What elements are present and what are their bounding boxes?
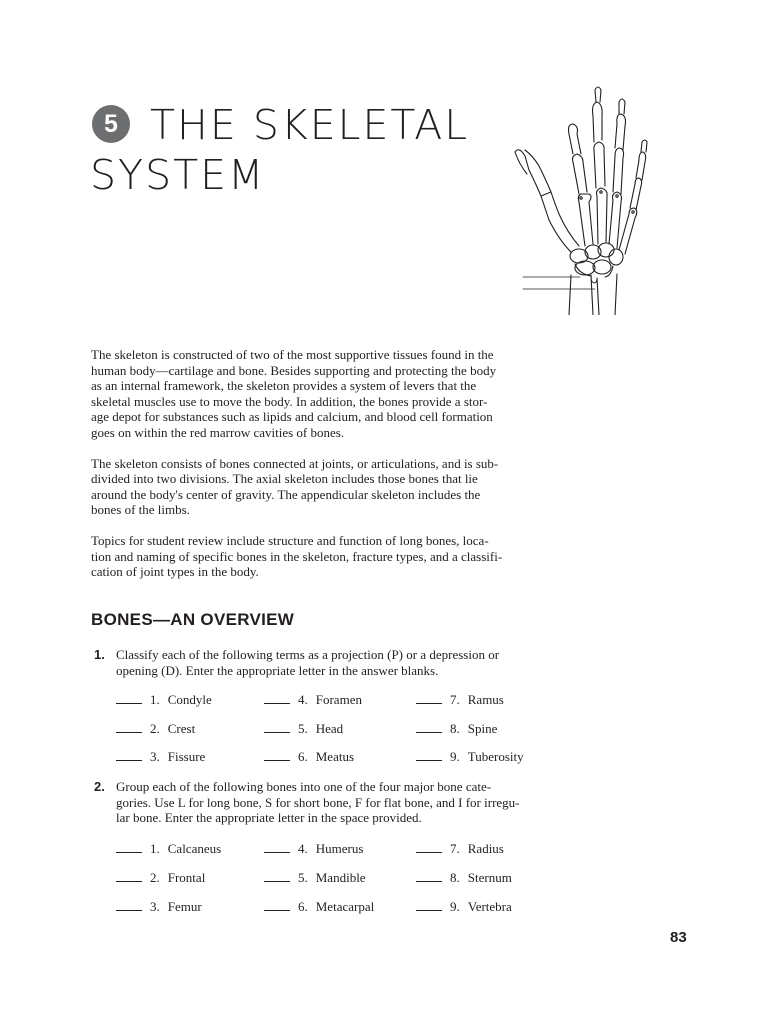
- answer-item: 5. Head: [264, 721, 343, 737]
- answer-blank[interactable]: [416, 841, 442, 853]
- question-number: 2.: [94, 779, 105, 794]
- answer-blank[interactable]: [116, 899, 142, 911]
- skeletal-hand-icon: [505, 80, 665, 315]
- answer-blank[interactable]: [116, 841, 142, 853]
- chapter-title: [90, 100, 490, 200]
- answer-item: 2. Crest: [116, 721, 195, 737]
- question-text: Group each of the following bones into one of the four major bone cate- gories. Use L for long bone, S for short bone, F for flat bone, and I for irregu- lar bone. Enter the appropriate letter in the space provided.: [116, 779, 520, 826]
- question-2-items: [116, 841, 576, 931]
- answer-blank[interactable]: [116, 721, 142, 733]
- answer-item: 2. Frontal: [116, 870, 205, 886]
- answer-blank[interactable]: [264, 749, 290, 761]
- answer-blank[interactable]: [116, 749, 142, 761]
- chapter-title-line1: THE SKELETAL: [150, 101, 470, 149]
- section-heading: BONES—AN OVERVIEW: [91, 610, 295, 629]
- answer-blank[interactable]: [416, 899, 442, 911]
- answer-item: 1. Condyle: [116, 692, 212, 708]
- intro-paragraph-3: Topics for student review include structure and function of long bones, loca- tion and naming of specific bones in the skeleton, fracture types, and a classifi- cation of joint types in the body.: [91, 532, 503, 580]
- question-number: 1.: [94, 647, 105, 662]
- answer-item: 3. Fissure: [116, 749, 205, 765]
- question-1: [94, 647, 574, 678]
- answer-item: 4. Humerus: [264, 841, 363, 857]
- answer-item: 9. Vertebra: [416, 899, 512, 915]
- chapter-title-line2: SYSTEM: [90, 151, 266, 199]
- answer-blank[interactable]: [416, 721, 442, 733]
- question-2: [94, 779, 574, 826]
- intro-text: [91, 347, 581, 595]
- answer-blank[interactable]: [264, 899, 290, 911]
- answer-item: 6. Meatus: [264, 749, 354, 765]
- answer-blank[interactable]: [264, 870, 290, 882]
- intro-paragraph-2: The skeleton consists of bones connected at joints, or articulations, and is sub- divided into two divisions. The axial skeleton includes those bones that lie around the body's center of gravity. The appendicular skeleton includes the bones of the limbs.: [91, 455, 499, 518]
- answer-item: 8. Spine: [416, 721, 497, 737]
- intro-paragraph-1: The skeleton is constructed of two of the most supportive tissues found in the human body—cartilage and bone. Besides supporting and protecting the body as an internal framework, the skeleton provides a system of levers that the skeletal muscles use to move the body. In addition, the bones provide a stor- age depot for substances such as lipids and calcium, and blood cell formation goes on within the red marrow cavities of bones.: [91, 347, 497, 440]
- answer-blank[interactable]: [264, 692, 290, 704]
- question-1-items: [116, 692, 576, 782]
- answer-item: 7. Ramus: [416, 692, 504, 708]
- question-text: Classify each of the following terms as a projection (P) or a depression or opening (D). Enter the appropriate letter in the answer blanks.: [116, 647, 500, 678]
- chapter-header: [90, 100, 490, 200]
- answer-item: 7. Radius: [416, 841, 504, 857]
- answer-item: 8. Sternum: [416, 870, 512, 886]
- answer-item: 5. Mandible: [264, 870, 366, 886]
- answer-blank[interactable]: [416, 870, 442, 882]
- answer-item: 9. Tuberosity: [416, 749, 524, 765]
- answer-blank[interactable]: [264, 841, 290, 853]
- answer-item: 3. Femur: [116, 899, 202, 915]
- answer-blank[interactable]: [116, 870, 142, 882]
- answer-item: 1. Calcaneus: [116, 841, 221, 857]
- chapter-number-badge: 5: [92, 105, 130, 143]
- answer-item: 4. Foramen: [264, 692, 362, 708]
- answer-blank[interactable]: [264, 721, 290, 733]
- answer-item: 6. Metacarpal: [264, 899, 374, 915]
- answer-blank[interactable]: [116, 692, 142, 704]
- answer-blank[interactable]: [416, 692, 442, 704]
- page-number: 83: [670, 929, 687, 946]
- answer-blank[interactable]: [416, 749, 442, 761]
